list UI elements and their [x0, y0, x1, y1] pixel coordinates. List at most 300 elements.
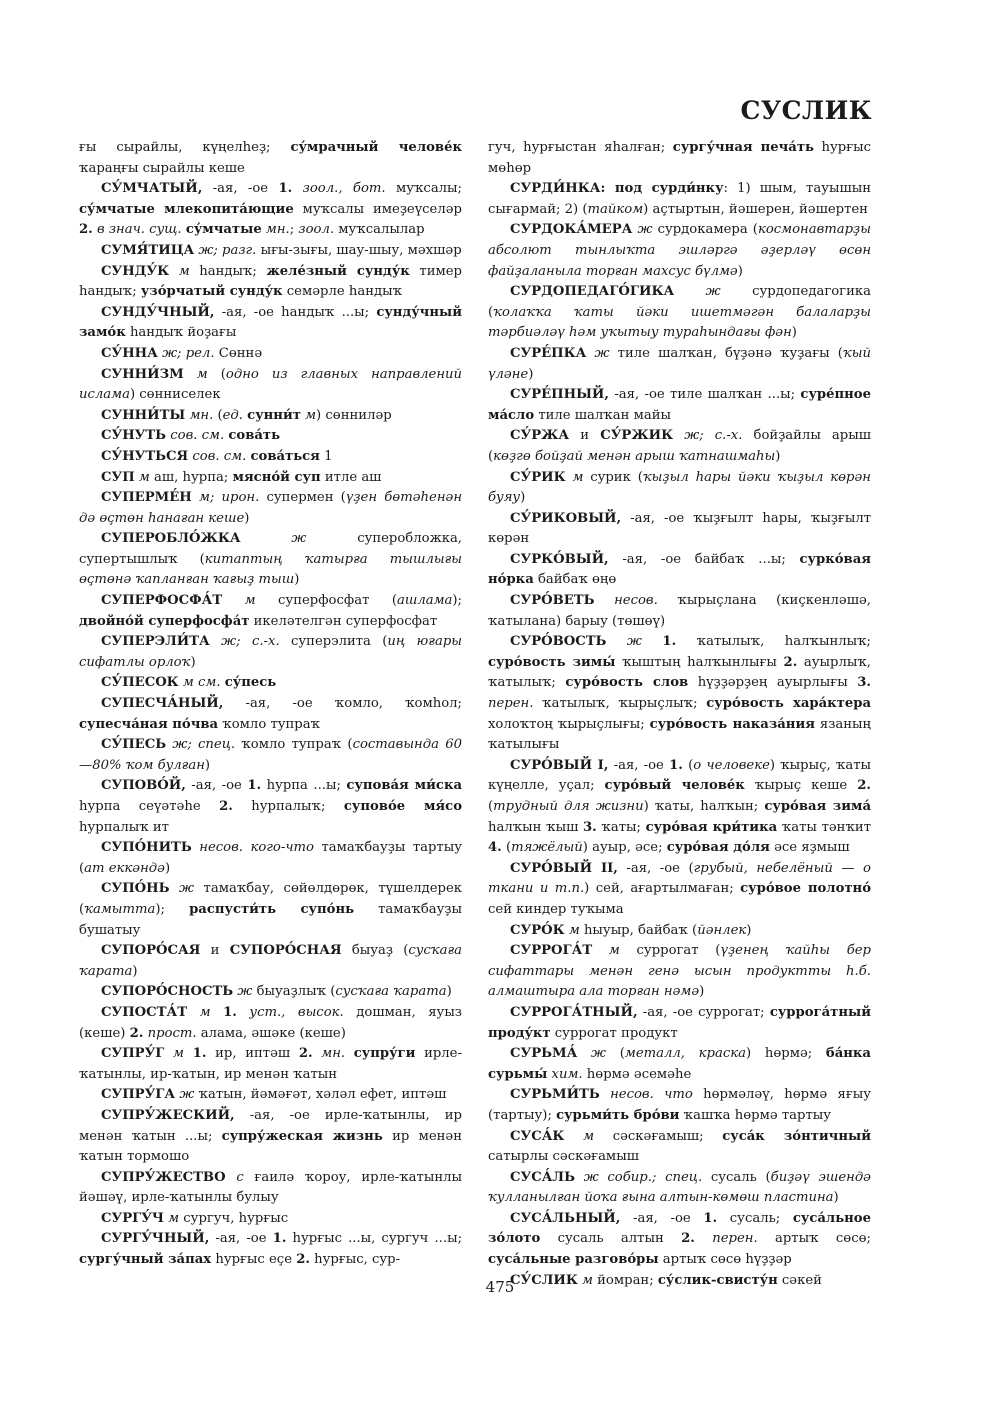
entry-bold-text: суро́вое полотно́	[740, 881, 871, 897]
entry-text: )	[190, 654, 196, 670]
entry-bold-text: супова́я ми́ска	[346, 778, 463, 794]
entry-bold-text: мясно́й суп	[232, 469, 321, 485]
entry-bold-text: СУНДУ́К	[101, 263, 170, 279]
entry-bold-text: сурко́вая но́рка	[488, 551, 871, 588]
entry-text: -ая, -ое	[209, 1231, 273, 1247]
entry-italic-text: зоол.	[298, 222, 335, 238]
entry-bold-text: суса́к зо́нтичный	[722, 1128, 871, 1144]
entry-bold-text: сургу́чный за́пах	[79, 1252, 212, 1268]
entry-text: итле аш	[320, 469, 382, 485]
entry-text: ;	[289, 222, 299, 238]
entry-text: һалҡын ҡыш	[488, 819, 583, 835]
entry-bold-text: СУРО́ВЫЙ II,	[510, 860, 618, 876]
entry-bold-text: сунду́чный замо́к	[79, 304, 462, 341]
entry-bold-text: СУРРОГА́ТНЫЙ,	[510, 1004, 638, 1020]
dictionary-entry	[79, 694, 462, 735]
entry-bold-text: 2.	[219, 799, 233, 814]
entry-text: тамаҡбауҙы бушатыу	[79, 901, 463, 938]
entry-text: (	[682, 757, 694, 773]
entry-bold-text: 2.	[296, 1252, 310, 1268]
dictionary-entry	[79, 1085, 462, 1106]
dictionary-entry	[79, 406, 462, 427]
entry-italic-text: о человеке	[693, 757, 770, 773]
entry-bold-text: СУ́НУТЬСЯ	[101, 448, 189, 464]
entry-text: )	[775, 448, 781, 464]
entry-italic-text: иң юғары сифатлы орлоҡ	[79, 634, 462, 670]
entry-bold-text: супру́жеская жизнь	[221, 1128, 383, 1144]
entry-text: һурғыс еҫе	[211, 1252, 297, 1268]
entry-bold-text: СУРГУ́ЧНЫЙ,	[101, 1231, 210, 1247]
entry-bold-text: СУПЕРЭЛИ́ТА	[101, 634, 210, 650]
entry-bold-text: СУПРУ́Г	[101, 1046, 165, 1062]
entry-italic-text: көҙгө бойҙай менән арыш ҡатнашмаһы	[493, 448, 776, 464]
entry-text: (	[606, 1046, 625, 1062]
dictionary-entry	[488, 344, 871, 385]
entry-italic-text: м	[244, 593, 256, 609]
entry-bold-text: су́мрачный челове́к	[290, 140, 462, 155]
entry-bold-text: СУРЬМИ́ТЬ	[510, 1087, 600, 1103]
entry-text: семәрле һандыҡ	[282, 284, 403, 300]
entry-italic-text: м	[196, 366, 208, 382]
entry-text: ) сөнниләр	[316, 407, 392, 423]
entry-italic-text: биҙәү эшендә ҡулланылған йоҡа ғына алтын-көмөш пластина	[488, 1169, 871, 1206]
entry-text: сатырлы сәскәғамыш	[488, 1149, 639, 1165]
entry-text: сургуч, һурғыс	[179, 1210, 289, 1226]
dictionary-entry	[79, 426, 462, 447]
entry-text: сусаль алтын	[540, 1231, 682, 1247]
entry-bold-text: СУПРУ́ЖЕСТВО	[101, 1169, 226, 1185]
entry-text	[674, 284, 705, 299]
entry-text	[184, 367, 197, 382]
dictionary-entry	[79, 1229, 462, 1270]
entry-bold-text: СУПОРО́СНАЯ	[229, 943, 342, 959]
entry-text: тиле шалҡан майы	[534, 407, 671, 423]
entry-italic-text: м	[608, 943, 620, 959]
dictionary-entry	[79, 179, 462, 241]
entry-text: -ая, -ое һандыҡ ...ы;	[214, 304, 377, 320]
entry-bold-text: супру́ги	[353, 1046, 416, 1062]
entry-text: ауырлыҡ, ҡатылыҡ;	[488, 654, 871, 691]
entry-text: муҡсалы имеҙеүселәр	[293, 201, 462, 217]
entry-italic-text: тайком	[587, 201, 644, 217]
entry-text	[169, 264, 179, 279]
entry-italic-text: ҡый үләне	[488, 345, 871, 382]
entry-text: һүҙҙәрҙең ауырлығы	[688, 675, 858, 691]
entry-italic-text: китаптың ҡатырға тышлығы өҫтөнә ҡапланған ҡағыҙ тыш	[79, 551, 462, 588]
dictionary-entry	[488, 941, 871, 1003]
entry-bold-text: сурьми́ть бро́ви	[556, 1107, 680, 1123]
entry-italic-text: тяжёлый	[511, 840, 583, 856]
entry-bold-text: сунни́т	[247, 407, 301, 423]
entry-text: бойҙайлы арыш (	[488, 428, 871, 464]
entry-text	[222, 593, 244, 608]
entry-bold-text: суро́вость зимы́	[488, 654, 616, 670]
entry-text: сәкей	[777, 1272, 822, 1288]
entry-text: суррогат (	[619, 943, 721, 959]
dictionary-entry	[79, 1106, 462, 1168]
entry-text: ҡатын, йәмәғәт, хәләл ефет, иптәш	[194, 1087, 447, 1103]
entry-text: -ая, -ое ҡыҙғылт һары, ҡыҙғылт көрән	[488, 510, 871, 547]
entry-text: тамаҡбау, сөйөлдөрөк, түшелдерек (	[79, 881, 462, 917]
dictionary-entry	[79, 1044, 462, 1085]
entry-text: );	[452, 593, 462, 609]
entry-italic-text: м	[572, 469, 584, 485]
entry-italic-text: ашлама	[396, 593, 453, 609]
entry-text: (	[213, 407, 223, 423]
entry-bold-text: СУННИ́ЗМ	[101, 366, 184, 382]
dictionary-entry	[79, 262, 462, 303]
entry-text: суррогат продукт	[550, 1025, 678, 1041]
entry-text	[313, 1046, 322, 1061]
entry-italic-text: перен.	[488, 696, 534, 712]
entry-bold-text: СУННИ́ТЫ	[101, 407, 186, 423]
entry-text: (	[207, 366, 226, 382]
entry-text: суперобложка, супертышлыҡ (	[79, 531, 462, 567]
entry-text: һурғыс ...ы, сургуч ...ы;	[286, 1231, 463, 1247]
entry-italic-text: сусҡаға ҡарата	[335, 984, 447, 1000]
entry-text: ) сей, ағартылмаған;	[584, 881, 741, 897]
entry-italic-text: с	[236, 1169, 244, 1185]
entry-italic-text: ж	[626, 634, 642, 650]
entry-text	[642, 634, 662, 649]
entry-text: ирле-ҡатынлы, ир-ҡатын, ир менән ҡатын	[79, 1046, 462, 1082]
dictionary-entry	[79, 591, 462, 632]
entry-italic-text: несов.	[614, 593, 658, 609]
entry-text	[192, 490, 199, 505]
entry-bold-text: распусти́ть супо́нь	[189, 901, 355, 917]
dictionary-entry	[79, 468, 462, 489]
entry-text: -ая, -ое	[608, 757, 670, 773]
entry-italic-text: м см.	[182, 675, 221, 691]
entry-bold-text: СУПРУ́ГА	[101, 1087, 176, 1103]
entry-bold-text: СУРЕ́ПНЫЙ,	[510, 387, 609, 403]
entry-italic-text: м; ирон.	[198, 490, 260, 506]
entry-bold-text: двойно́й суперфосфа́т	[79, 613, 250, 629]
entry-text	[592, 943, 609, 958]
entry-bold-text: СУПОРО́САЯ	[101, 943, 201, 959]
entry-italic-text: м	[168, 1210, 180, 1226]
entry-text: ҡомло тупраҡ	[218, 716, 321, 732]
entry-bold-text: СУМЯ́ТИЦА	[101, 242, 195, 258]
entry-text: ) сөнниселек	[129, 387, 221, 403]
entry-text: )	[528, 366, 534, 382]
left-column	[79, 138, 462, 1271]
entry-italic-text: ж	[179, 1087, 195, 1103]
entry-text: (	[488, 799, 494, 814]
dictionary-entry	[79, 1003, 462, 1044]
entry-italic-text: м	[582, 1272, 593, 1288]
dictionary-entry	[488, 756, 871, 859]
entry-italic-text: сов. см.	[192, 448, 247, 464]
dictionary-entry	[488, 1085, 871, 1126]
entry-italic-text: ж; спец.	[172, 737, 236, 753]
entry-bold-text: узо́рчатый сунду́к	[140, 284, 283, 300]
dictionary-entry	[488, 426, 871, 467]
entry-text: быуаҙ (	[341, 943, 409, 959]
entry-text: ҡырыҫлана (киҫкенләшә, ҡатылана) барыу (төшөү)	[488, 593, 871, 629]
entry-bold-text: 2.	[79, 222, 93, 238]
entry-text: -ая, -ое байбаҡ ...ы;	[608, 551, 800, 567]
entry-italic-text: ед.	[222, 407, 243, 423]
entry-italic-text: м	[568, 922, 580, 938]
dictionary-entry	[79, 488, 462, 529]
entry-bold-text: су́мчатые	[185, 222, 262, 238]
entry-text: )	[791, 325, 797, 341]
entry-text	[237, 1005, 250, 1020]
dictionary-entry	[488, 179, 871, 220]
entry-text: артыҡ сөсө һүҙҙәр	[658, 1252, 792, 1268]
entry-italic-text: в знач. сущ.	[96, 222, 182, 238]
entry-bold-text: 1.	[662, 634, 677, 650]
entry-text: ) ауыр, әсе;	[582, 840, 667, 856]
entry-text: -ая, -ое ҡомло, ҡомһол;	[223, 696, 462, 712]
entry-text: )	[746, 922, 752, 938]
entry-bold-text: супово́е мя́со	[343, 799, 462, 814]
entry-text: сурдопедагогика (	[488, 284, 871, 320]
entry-bold-text: суро́вая зима́	[764, 799, 871, 814]
entry-italic-text: одно из главных направлений ислама	[79, 366, 463, 403]
entry-bold-text: СУРДОПЕДАГО́ГИКА	[510, 284, 675, 300]
entry-text	[211, 1005, 224, 1020]
entry-text: сей киндер туҡыма	[488, 901, 624, 917]
entry-bold-text: СУ́РЖА	[510, 428, 570, 444]
entry-text: 1	[319, 448, 333, 464]
entry-text: ) һөрмә;	[745, 1046, 826, 1062]
entry-italic-text: ж; с.-х.	[684, 428, 743, 444]
entry-bold-text: сова́ться	[250, 448, 320, 464]
entry-italic-text: ж	[237, 984, 253, 1000]
entry-text: һурпалыҡ ит	[79, 819, 169, 835]
dictionary-entry	[79, 447, 462, 468]
entry-bold-text: СУПОРО́СНОСТЬ	[101, 984, 234, 1000]
entry-text	[169, 881, 179, 896]
entry-bold-text: СУРО́ВОСТЬ	[510, 634, 607, 650]
dictionary-entry	[79, 982, 462, 1003]
entry-text: һурғыс мөһөр	[488, 140, 872, 176]
entry-bold-text: СУ́РЖИК	[600, 428, 674, 444]
entry-bold-text: 1.	[703, 1210, 718, 1226]
entry-italic-text: перен.	[712, 1231, 758, 1247]
dictionary-entry	[488, 1127, 871, 1168]
entry-italic-text: сусҡаға ҡарата	[79, 943, 462, 979]
entry-bold-text: СУРЬМА́	[510, 1046, 578, 1062]
entry-bold-text: СУРРОГА́Т	[510, 943, 593, 959]
entry-bold-text: СУПО́НИТЬ	[101, 840, 192, 856]
entry-italic-text: ҡыҙыл һары йәки ҡыҙыл көрән буяу	[488, 469, 871, 506]
entry-text: һөрмәләү, һөрмә яғыу (тартыу);	[488, 1087, 871, 1123]
entry-text: суперэлита (	[279, 634, 388, 650]
entry-italic-text: несов. кого-что	[199, 840, 314, 856]
entry-bold-text: сургу́чная печа́ть	[672, 140, 814, 155]
entry-italic-text: ж; разг.	[198, 242, 257, 258]
entry-bold-text: СУРЕ́ПКА	[510, 345, 587, 361]
entry-text: ғы сырайлы, күңелһеҙ;	[79, 140, 291, 155]
entry-bold-text: СУРО́К	[510, 922, 565, 938]
dictionary-entry	[488, 1209, 871, 1271]
dictionary-entry	[488, 509, 871, 550]
entry-text: );	[155, 901, 190, 917]
entry-bold-text: 3.	[857, 675, 871, 691]
entry-text: -ая, -ое	[620, 1210, 704, 1226]
entry-italic-text: прост.	[147, 1025, 197, 1041]
entry-italic-text: ж; рел.	[162, 345, 215, 361]
entry-bold-text: суре́пное ма́сло	[488, 387, 871, 423]
entry-bold-text: суро́вость слов	[565, 675, 689, 691]
dictionary-entry	[79, 776, 462, 838]
dictionary-entry	[79, 941, 462, 982]
entry-text: ҡатылыҡ, һалҡынлыҡ;	[676, 634, 871, 650]
entry-text: суперфосфат (	[255, 593, 397, 609]
entry-text: -ая, -ое тиле шалҡан ...ы;	[608, 387, 801, 403]
entry-text: ҡырыҫ кеше	[744, 778, 858, 794]
dictionary-entry	[488, 220, 871, 282]
entry-text: муҡсалылар	[334, 222, 425, 238]
entry-bold-text: суро́вая до́ля	[666, 840, 770, 856]
entry-italic-text: составында 60—80% ҡом булған	[79, 737, 462, 773]
entry-text	[564, 1129, 583, 1144]
dictionary-entry	[79, 303, 462, 344]
dictionary-entry	[79, 241, 462, 262]
entry-bold-text: сова́ть	[228, 428, 281, 444]
dictionary-entry	[488, 921, 871, 942]
entry-bold-text: СУПЕСЧА́НЫЙ,	[101, 696, 224, 712]
entry-bold-text: суса́льные разгово́ры	[488, 1252, 659, 1268]
entry-text: ҡашҡа һөрмә тартыу	[679, 1107, 831, 1123]
entry-text: һурпа ...ы;	[261, 778, 347, 794]
entry-text: (	[501, 840, 512, 856]
entry-text: алама, әшәке (кеше)	[196, 1025, 346, 1041]
entry-italic-text: ж собир.; спец.	[583, 1169, 703, 1185]
entry-bold-text: СУРГУ́Ч	[101, 1210, 164, 1226]
entry-text	[595, 593, 615, 608]
entry-italic-text: космонавтарҙы абсолют тынлыҡта эшләргә әҙерләү өсөн файҙаланыла торған махсус бүлмә	[488, 222, 871, 279]
entry-text: и	[200, 943, 230, 959]
entry-text: -ая, -ое	[185, 778, 248, 794]
dictionary-entry	[79, 735, 462, 776]
entry-text: ғаилә ҡороу, ирле-ҡатынлы йәшәү, ирле-ҡатынлы булыу	[79, 1169, 462, 1206]
entry-text: сурдокамера (	[652, 222, 758, 238]
entry-bold-text: суро́вый челове́к	[604, 778, 745, 794]
entry-bold-text: 1.	[278, 181, 293, 197]
entry-italic-text: несов. что	[610, 1087, 693, 1103]
entry-text: байбаҡ өңө	[533, 572, 617, 588]
dictionary-entry	[79, 365, 462, 406]
entry-text: -ая, -ое суррогат;	[637, 1004, 770, 1020]
entry-text: икеләтелгән суперфосфат	[249, 613, 438, 629]
entry-bold-text: СУРДИ́НКА: под сурди́нку	[510, 181, 724, 197]
entry-italic-text: ж	[594, 345, 610, 361]
entry-bold-text: СУРДОКА́МЕРА	[510, 222, 633, 238]
entry-bold-text: суро́вость наказа́ния	[649, 716, 815, 732]
dictionary-entry	[79, 879, 462, 941]
entry-text: һандыҡ йоҙағы	[125, 325, 237, 341]
entry-text: ир, иптәш	[206, 1046, 299, 1062]
entry-italic-text: м	[138, 469, 150, 485]
entry-bold-text: 1.	[272, 1231, 287, 1247]
dictionary-entry	[79, 673, 462, 694]
entry-text: ҡыштың һалҡынлығы	[615, 654, 784, 670]
entry-italic-text: ж	[291, 531, 307, 547]
entry-bold-text: су́слик-свисту́н	[657, 1272, 778, 1288]
entry-bold-text: СУПЕРФОСФА́Т	[101, 593, 223, 609]
entry-bold-text: 3.	[582, 819, 597, 835]
entry-italic-text: металл, краска	[624, 1046, 746, 1062]
entry-text: )	[204, 757, 211, 773]
entry-text: һурпа сеүәтәһе	[79, 799, 220, 814]
entry-text: Сөннә	[214, 345, 263, 361]
entry-text	[241, 531, 292, 546]
entry-text: : 1) шым, тауышын сығармай; 2) (	[488, 181, 871, 217]
entry-text: әсе яҙмыш	[769, 840, 850, 856]
entry-italic-text: ж	[591, 1046, 607, 1062]
entry-text	[606, 634, 626, 649]
entry-bold-text: СУРО́ВЕТЬ	[510, 593, 595, 609]
entry-bold-text: 1.	[223, 1004, 237, 1020]
dictionary-entry	[488, 859, 871, 921]
entry-text: гуч, һурғыстан яһалған;	[488, 140, 673, 155]
dictionary-entry	[79, 838, 462, 879]
entry-italic-text: үҙенең ҡайһы бер сифаттары менән генә ысын продуктты һ.б. алмаштыра ала торған нәмә	[488, 943, 871, 1000]
entry-bold-text: СУ́НУТЬ	[101, 428, 167, 444]
entry-text	[575, 1170, 584, 1185]
entry-bold-text: СУ́ПЕСЬ	[101, 737, 167, 753]
entry-bold-text: СУПЕРМЕ́Н	[101, 490, 192, 506]
entry-text: тамаҡбауҙы тартыу (	[79, 840, 462, 876]
entry-bold-text: 2.	[857, 778, 871, 794]
entry-bold-text: су́песь	[224, 675, 277, 691]
entry-text: )	[699, 984, 705, 1000]
entry-text: супермен (	[259, 490, 346, 506]
entry-italic-text: м	[583, 1128, 595, 1144]
dictionary-entry	[488, 632, 871, 756]
dictionary-entry	[79, 344, 462, 365]
entry-bold-text: 4.	[488, 840, 502, 856]
entry-bold-text: ба́нка сурьмы́	[488, 1046, 871, 1082]
entry-text: һандыҡ;	[189, 263, 267, 279]
entry-italic-text: м	[173, 1046, 184, 1062]
entry-text	[577, 1046, 591, 1061]
entry-italic-text: хим.	[551, 1066, 583, 1082]
entry-text: һөрмә әсемәһе	[582, 1066, 692, 1082]
dictionary-entry	[79, 529, 462, 591]
entry-bold-text: суррога́тный проду́кт	[488, 1004, 871, 1041]
entry-text: тиле шалҡан, бүҙәнә ҡуҙағы (	[609, 345, 843, 361]
dictionary-entry	[488, 1168, 871, 1209]
dictionary-entry	[488, 282, 871, 344]
entry-bold-text: супесча́ная по́чва	[79, 716, 219, 732]
entry-text	[292, 181, 302, 196]
entry-bold-text: 2.	[681, 1231, 695, 1247]
entry-bold-text: 1.	[669, 757, 683, 773]
dictionary-entry	[79, 1209, 462, 1230]
entry-bold-text: СУ́РИКОВЫЙ,	[510, 510, 622, 526]
entry-bold-text: 1.	[192, 1046, 207, 1062]
entry-italic-text: ж	[705, 284, 721, 300]
entry-italic-text: уст., высок.	[249, 1004, 344, 1020]
entry-bold-text: СУ́РИК	[510, 469, 566, 485]
entry-text: дошман, яуыз (кеше)	[79, 1004, 463, 1041]
running-head: СУСЛИК	[740, 96, 872, 125]
entry-text: ҡараңғы сырайлы кеше	[79, 160, 245, 176]
entry-text: )	[737, 263, 743, 279]
entry-bold-text: су́мчатые млекопита́ющие	[79, 201, 294, 217]
entry-text: )	[132, 963, 138, 979]
dictionary-entry	[79, 1168, 462, 1209]
entry-text: сәскәғамыш;	[594, 1128, 723, 1144]
dictionary-entry	[79, 632, 462, 673]
entry-text: аш, һурпа;	[149, 469, 233, 485]
entry-italic-text: м	[199, 1004, 211, 1020]
